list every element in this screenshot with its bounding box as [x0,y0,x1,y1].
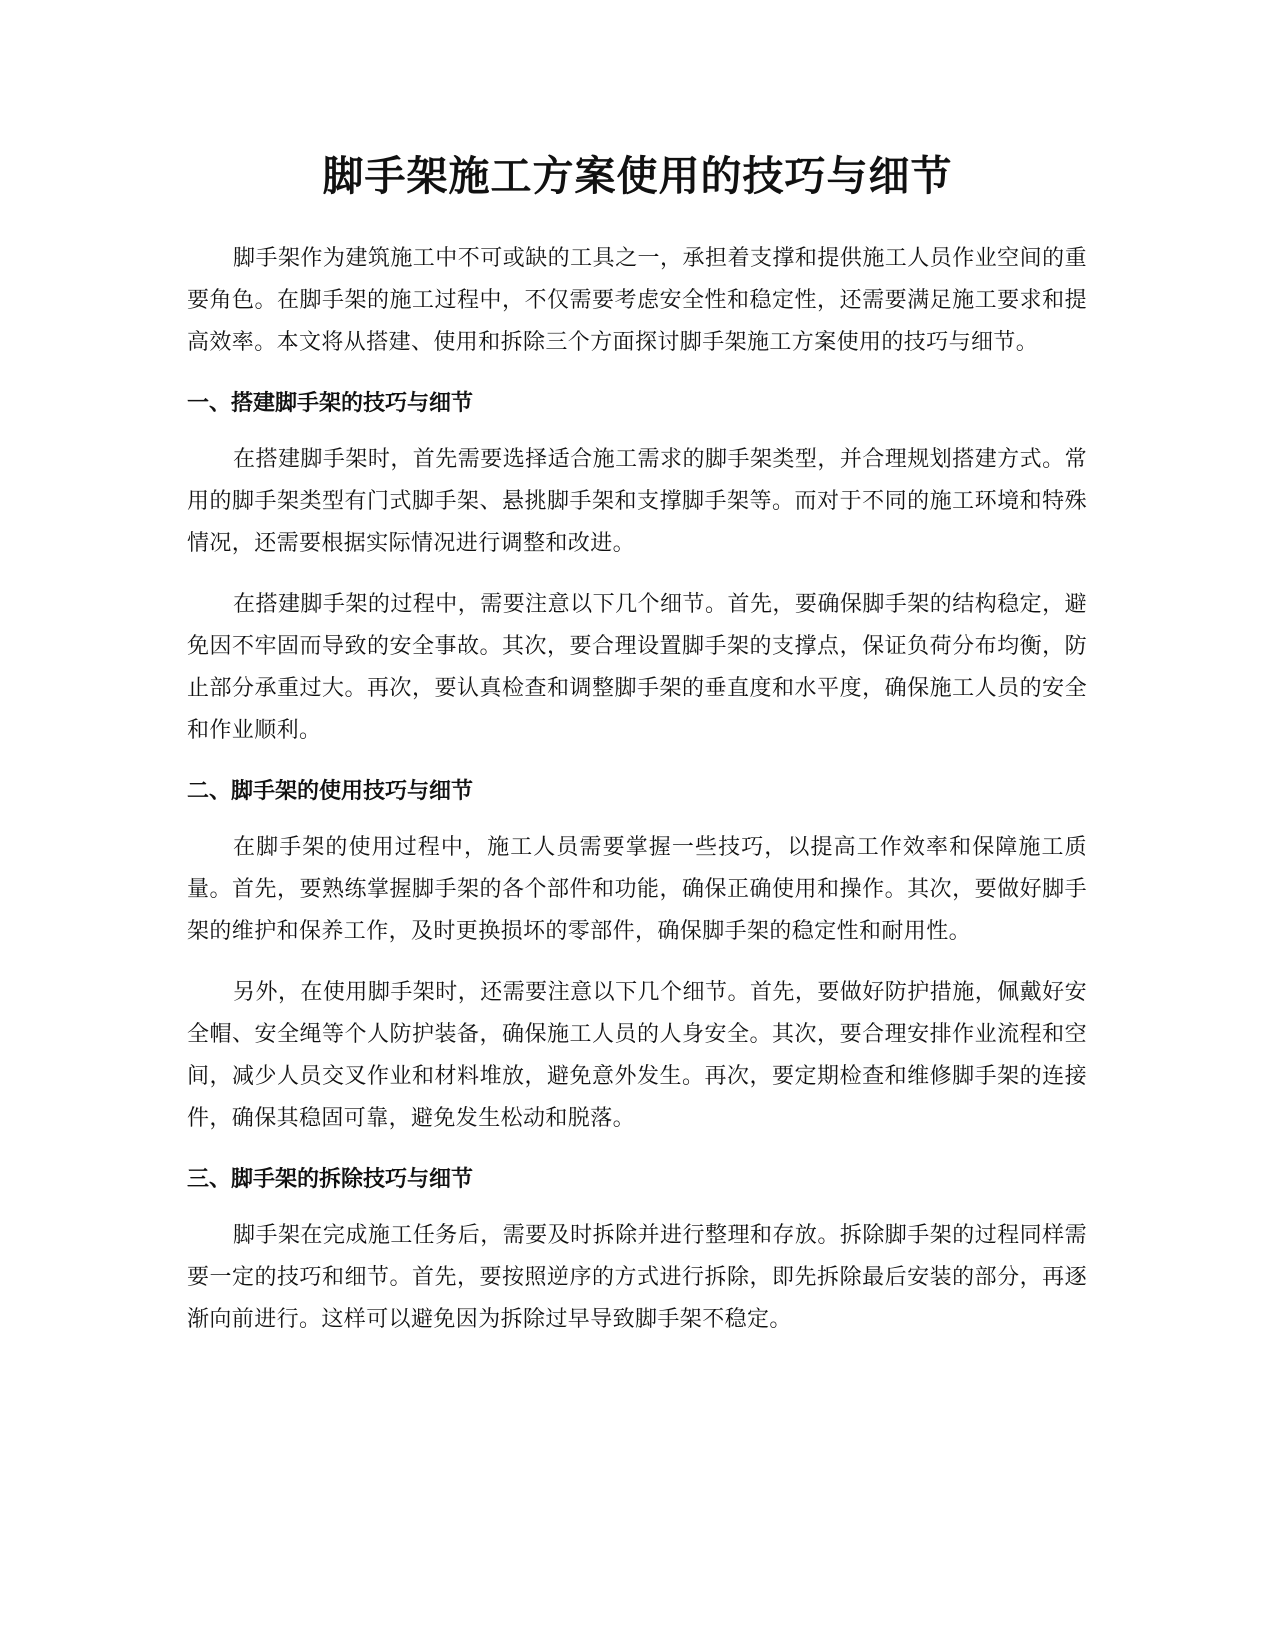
section-heading-construction: 一、搭建脚手架的技巧与细节 [187,391,474,416]
dismantling-paragraph-1: 脚手架在完成施工任务后，需要及时拆除并进行整理和存放。拆除脚手架的过程同样需要一定的技巧和细节。首先，要按照逆序的方式进行拆除，即先拆除最后安装的部分，再逐渐向前进行。这样可以避免因为拆除过早导致脚手架不稳定。 [187,1223,1087,1332]
construction-paragraph-2: 在搭建脚手架的过程中，需要注意以下几个细节。首先，要确保脚手架的结构稳定，避免因不牢固而导致的安全事故。其次，要合理设置脚手架的支撑点，保证负荷分布均衡，防止部分承重过大。再次，要认真检查和调整脚手架的垂直度和水平度，确保施工人员的安全和作业顺利。 [187,592,1087,743]
section-heading-usage: 二、脚手架的使用技巧与细节 [187,779,474,804]
section-heading-dismantling: 三、脚手架的拆除技巧与细节 [187,1167,474,1192]
document-body [187,238,1087,1360]
usage-paragraph-1: 在脚手架的使用过程中，施工人员需要掌握一些技巧，以提高工作效率和保障施工质量。首先，要熟练掌握脚手架的各个部件和功能，确保正确使用和操作。其次，要做好脚手架的维护和保养工作，及时更换损坏的零部件，确保脚手架的稳定性和耐用性。 [187,835,1087,944]
usage-paragraph-2: 另外，在使用脚手架时，还需要注意以下几个细节。首先，要做好防护措施，佩戴好安全帽、安全绳等个人防护装备，确保施工人员的人身安全。其次，要合理安排作业流程和空间，减少人员交叉作业和材料堆放，避免意外发生。再次，要定期检查和维修脚手架的连接件，确保其稳固可靠，避免发生松动和脱落。 [187,980,1087,1131]
document-title: 脚手架施工方案使用的技巧与细节 [322,152,953,200]
intro-paragraph: 脚手架作为建筑施工中不可或缺的工具之一，承担着支撑和提供施工人员作业空间的重要角色。在脚手架的施工过程中，不仅需要考虑安全性和稳定性，还需要满足施工要求和提高效率。本文将从搭建、使用和拆除三个方面探讨脚手架施工方案使用的技巧与细节。 [187,246,1087,355]
construction-paragraph-1: 在搭建脚手架时，首先需要选择适合施工需求的脚手架类型，并合理规划搭建方式。常用的脚手架类型有门式脚手架、悬挑脚手架和支撑脚手架等。而对于不同的施工环境和特殊情况，还需要根据实际情况进行调整和改进。 [187,447,1087,556]
